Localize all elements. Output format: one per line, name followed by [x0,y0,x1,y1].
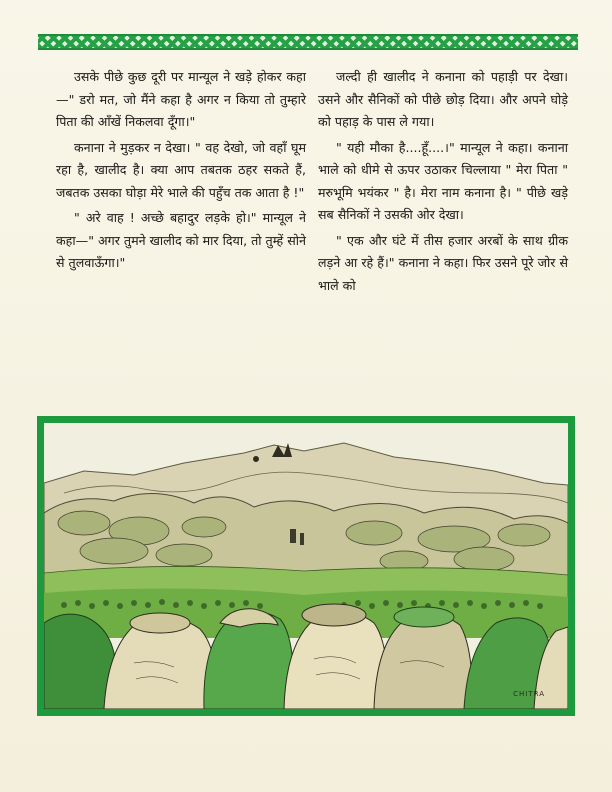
right-text-column [318,66,568,300]
left-text-column [56,66,306,278]
desert-army-illustration [44,423,568,709]
right-paragraph-1: जल्दी ही खालीद ने कनाना को पहाड़ी पर देखा। उसने और सैनिकों को पीछे छोड़ दिया। और अपने घोड़े को पहाड़ के पास ले गया। [318,69,568,129]
artist-signature: CHITRA [513,690,545,698]
right-paragraph-2: " यही मौका है....हूँ....।" मान्यूल ने कहा। कनाना भाले को धीमे से ऊपर उठाकर चिल्लाया " मेरा पिता " मरुभूमि भयंकर " है। मेरा नाम कनाना है। " पीछे खड़े सब सैनिकों ने उसकी ओर देखा। [318,139,568,222]
decorative-border [38,34,578,50]
left-paragraph-3: " अरे वाह ! अच्छे बहादुर लड़के हो।" मान्यूल ने कहा—" अगर तुमने खालीद को मार दिया, तो तुम्हें सोने से तुलवाऊँगा।" [56,210,306,270]
illustration-frame [37,416,575,716]
left-paragraph-2: कनाना ने मुड़कर न देखा। " वह देखो, जो वहाँ घूम रहा है, खालीद है। क्या आप तबतक ठहर सकते हैं, जबतक उसका घोड़ा मेरे भाले की पहुँच तक आता है !" [56,139,306,200]
left-paragraph-1: उसके पीछे कुछ दूरी पर मान्यूल ने खड़े होकर कहा—" डरो मत, जो मैंने कहा है अगर न किया तो तुम्हारे पिता की आँखें निकलवा दूँगा।" [56,69,306,129]
right-paragraph-3: " एक और घंटे में तीस हजार अरबों के साथ ग्रीक लड़ने आ रहे हैं।" कनाना ने कहा। फिर उसने पूरे जोर से भाले को [318,232,568,293]
